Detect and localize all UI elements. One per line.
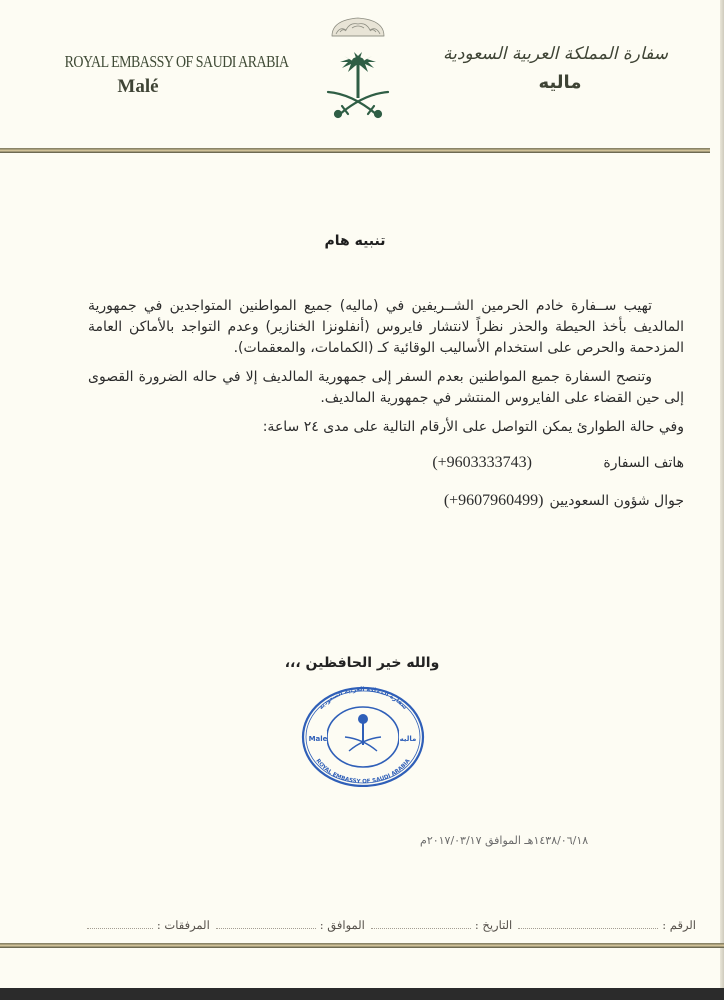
letterhead-arabic-name: سفارة المملكة العربية السعودية: [443, 44, 668, 64]
footer-form-row: [8, 918, 696, 932]
document-date: ١٤٣٨/٠٦/١٨هـ الموافق ٢٠١٧/٠٣/١٧م: [420, 834, 589, 847]
contact-label: هاتف السفارة: [603, 455, 684, 471]
paragraph-advisory: تهيب ســفارة خادم الحرمين الشــريفين في (ماليه) جميع المواطنين المتواجدين في جمهورية المالديف بأخذ الحيطة والحذر نظراً لانتشار فايروس (أنفلونزا الخنازير) وعدم التواجد بالأماكن العامة المزدحمة والحرص على استخدام الأساليب الوقائية كـ (الكمامات، والمعقمات).: [88, 298, 684, 356]
photo-bottom-edge: [0, 988, 724, 1000]
footer-divider: [0, 943, 724, 948]
seal-emblem-icon: [345, 714, 381, 751]
footer-field-number: [512, 918, 696, 932]
footer-field-blank: [216, 928, 316, 929]
letterhead-divider: [0, 148, 710, 153]
palm-tree: [340, 52, 376, 98]
footer-field-label: الرقم :: [662, 918, 696, 932]
document-body: [88, 296, 684, 528]
footer-field-blank: [371, 928, 471, 929]
seal-right-text: ماليه: [399, 735, 417, 743]
seal-outer-english: ROYAL EMBASSY OF SAUDI ARABIA: [314, 758, 412, 786]
contact-row-embassy-phone: [88, 452, 684, 474]
contact-number: (+9603333743): [432, 454, 532, 471]
closing-line: والله خير الحافظين ،،،: [284, 655, 440, 671]
contact-label: جوال شؤون السعوديين: [549, 493, 684, 509]
contact-number: (+9607960499): [443, 492, 544, 509]
footer-field-blank: [87, 928, 153, 929]
footer-field-attachments: [81, 918, 210, 932]
footer-field-blank: [518, 928, 658, 929]
ornament-crest: [332, 18, 384, 36]
footer-field-label: المرفقات :: [156, 918, 210, 932]
seal-outer-arabic: سفارة المملكة العربية السعودية: [317, 685, 409, 711]
paper-edge: [720, 0, 724, 1000]
footer-field-label: الموافق :: [319, 918, 365, 932]
letterhead-english-city: Malé: [117, 76, 159, 97]
document-title: تنبيه هام: [324, 233, 386, 249]
letterhead-arabic-city: ماليه: [538, 72, 582, 93]
seal-left-text: Male: [308, 735, 328, 743]
footer-field-corresponding: [210, 918, 365, 932]
paragraph-emergency-contact: وفي حالة الطوارئ يمكن التواصل على الأرقام التالية على مدى ٢٤ ساعة:: [262, 419, 684, 435]
saudi-palm-swords-emblem-icon: [318, 10, 398, 122]
letterhead-english: [40, 52, 289, 98]
footer-field-date: [365, 918, 512, 932]
embassy-seal: [300, 683, 426, 787]
paragraph-travel-advice: وتنصح السفارة جميع المواطنين بعدم السفر إلى جمهورية المالديف إلا في حاله الضرورة القصوى إلى حين القضاء على الفايروس المنتشر في جمهورية المالديف.: [88, 369, 684, 406]
footer-field-label: التاريخ :: [474, 918, 513, 932]
letterhead-english-name: ROYAL EMBASSY OF SAUDI ARABIA: [64, 52, 289, 71]
contact-row-citizen-affairs-mobile: [88, 490, 684, 512]
letterhead-arabic: [443, 44, 668, 93]
